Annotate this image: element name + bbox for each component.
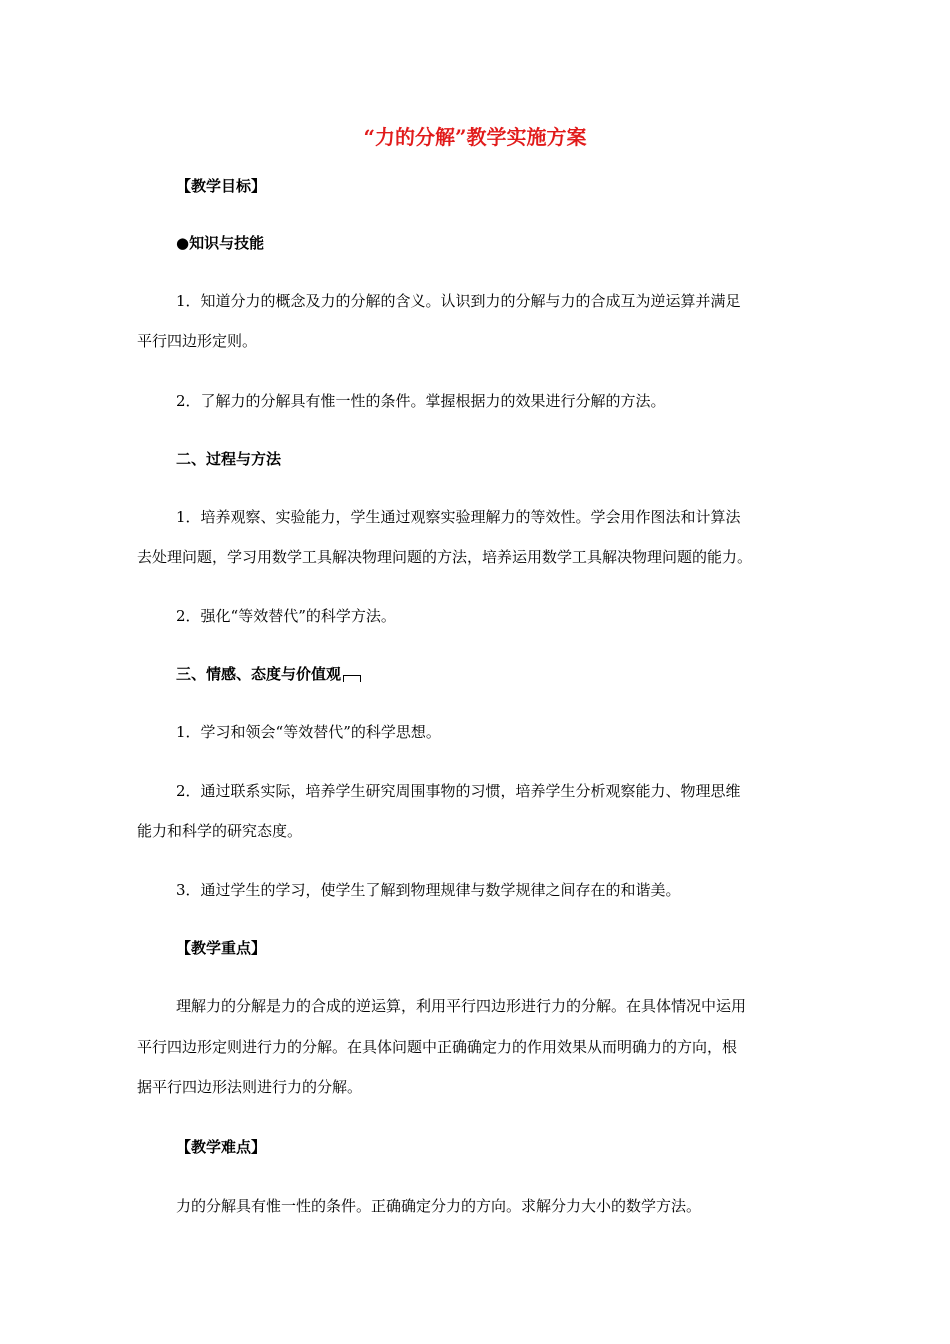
knowledge-item-1-line-1: 1．知道分力的概念及力的分解的含义。认识到力的分解与力的合成互为逆运算并满足 xyxy=(176,292,741,310)
process-heading: 二、过程与方法 xyxy=(176,450,282,468)
goals-heading: 【教学目标】 xyxy=(176,177,267,195)
process-item-1-line-2: 去处理问题，学习用数学工具解决物理问题的方法，培养运用数学工具解决物理问题的能力。 xyxy=(137,548,753,566)
difficulty-heading: 【教学难点】 xyxy=(176,1138,267,1156)
emotion-item-2-line-1: 2．通过联系实际，培养学生研究周围事物的习惯，培养学生分析观察能力、物理思维 xyxy=(176,782,741,800)
emotion-item-2-line-2: 能力和科学的研究态度。 xyxy=(137,822,303,840)
knowledge-item-1-line-2: 平行四边形定则。 xyxy=(137,332,258,350)
emotion-item-1: 1．学习和领会“等效替代”的科学思想。 xyxy=(176,723,441,741)
key-points-heading: 【教学重点】 xyxy=(176,939,267,957)
document-title: “力的分解”教学实施方案 xyxy=(363,125,587,149)
difficulty-line-1: 力的分解具有惟一性的条件。正确确定分力的方向。求解分力大小的数学方法。 xyxy=(176,1197,702,1215)
key-points-line-3: 据平行四边形法则进行力的分解。 xyxy=(137,1078,363,1096)
key-points-line-1: 理解力的分解是力的合成的逆运算，利用平行四边形进行力的分解。在具体情况中运用 xyxy=(176,997,747,1015)
knowledge-item-2: 2．了解力的分解具有惟一性的条件。掌握根据力的效果进行分解的方法。 xyxy=(176,392,666,410)
process-item-1-line-1: 1．培养观察、实验能力，学生通过观察实验理解力的等效性。学会用作图法和计算法 xyxy=(176,508,741,526)
emotion-heading-row xyxy=(176,664,361,684)
key-points-line-2: 平行四边形定则进行力的分解。在具体问题中正确确定力的作用效果从而明确力的方向，根 xyxy=(137,1038,738,1056)
emotion-item-3: 3．通过学生的学习，使学生了解到物理规律与数学规律之间存在的和谐美。 xyxy=(176,881,681,899)
emotion-heading: 三、情感、态度与价值观 xyxy=(176,665,342,683)
process-item-2: 2．强化“等效替代”的科学方法。 xyxy=(176,607,396,625)
knowledge-heading: ●知识与技能 xyxy=(176,234,265,252)
underline-mark-icon xyxy=(343,675,361,682)
